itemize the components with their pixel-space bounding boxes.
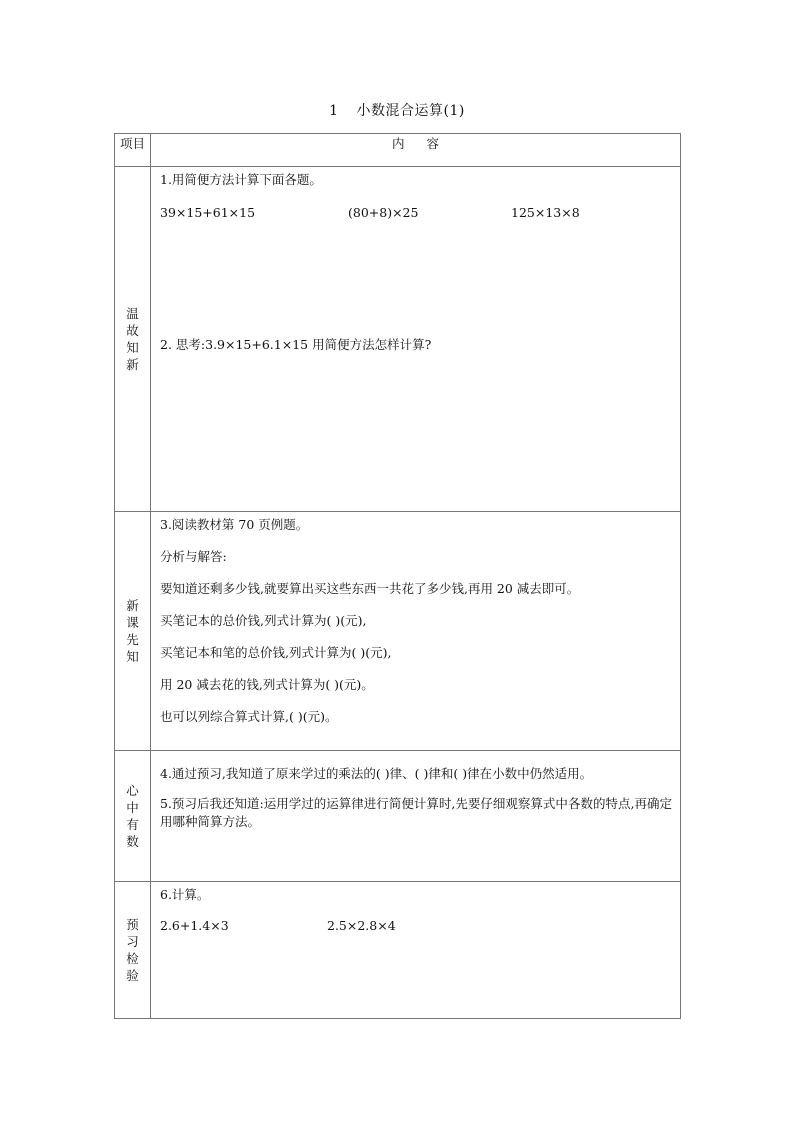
header-row bbox=[115, 134, 681, 167]
section-label-check bbox=[115, 882, 151, 1019]
label-char: 温 bbox=[126, 306, 139, 321]
section-new-lesson bbox=[115, 512, 681, 751]
label-char: 知 bbox=[126, 649, 139, 664]
fill-line: 用 20 减去花的钱,列式计算为( )(元)。 bbox=[160, 677, 374, 692]
fill-line: 买笔记本的总价钱,列式计算为( )(元), bbox=[160, 613, 367, 628]
label-char: 验 bbox=[126, 968, 139, 983]
question-2: 2. 思考:3.9×15+6.1×15 用简便方法怎样计算? bbox=[160, 337, 432, 352]
worksheet-table bbox=[114, 133, 681, 1019]
question-6: 6.计算。 bbox=[160, 887, 210, 902]
fill-line: 也可以列综合算式计算,( )(元)。 bbox=[160, 709, 338, 724]
label-char: 检 bbox=[126, 951, 139, 966]
section-check bbox=[115, 882, 681, 1019]
label-char: 课 bbox=[126, 615, 139, 630]
label-char: 中 bbox=[126, 800, 139, 815]
header-item: 项目 bbox=[115, 134, 151, 167]
section-label-know bbox=[115, 751, 151, 882]
expression-row bbox=[160, 205, 680, 220]
analysis-line: 要知道还剩多少钱,就要算出买这些东西一共花了多少钱,再用 20 减去即可。 bbox=[160, 581, 580, 596]
expression: 2.5×2.8×4 bbox=[327, 918, 396, 933]
section-content-check bbox=[151, 882, 681, 1019]
section-content-new-lesson bbox=[151, 512, 681, 751]
section-label-review bbox=[115, 167, 151, 512]
header-content-a: 内 bbox=[391, 136, 405, 151]
label-char: 心 bbox=[126, 783, 139, 798]
question-1: 1.用简便方法计算下面各题。 bbox=[160, 172, 322, 187]
question-3: 3.阅读教材第 70 页例题。 bbox=[160, 517, 309, 532]
label-char: 故 bbox=[126, 323, 139, 338]
section-know bbox=[115, 751, 681, 882]
label-char: 新 bbox=[126, 357, 139, 372]
section-review bbox=[115, 167, 681, 512]
label-char: 预 bbox=[126, 917, 139, 932]
question-5: 5.预习后我还知道:运用学过的运算律进行简便计算时,先要仔细观察算式中各数的特点,再确定用哪种简算方法。 bbox=[160, 796, 672, 829]
label-char: 知 bbox=[126, 340, 139, 355]
expression: (80+8)×25 bbox=[348, 205, 419, 220]
title-number: 1 bbox=[329, 103, 339, 119]
fill-line: 买笔记本和笔的总价钱,列式计算为( )(元), bbox=[160, 645, 392, 660]
label-char: 有 bbox=[126, 817, 139, 832]
header-content-b: 容 bbox=[426, 136, 440, 151]
question-4: 4.通过预习,我知道了原来学过的乘法的( )律、( )律和( )律在小数中仍然适用。 bbox=[160, 766, 593, 781]
expression: 125×13×8 bbox=[511, 205, 580, 220]
section-label-new-lesson bbox=[115, 512, 151, 751]
page-title bbox=[0, 100, 794, 120]
expression: 2.6+1.4×3 bbox=[160, 918, 229, 933]
section-content-know bbox=[151, 751, 681, 882]
label-char: 新 bbox=[126, 598, 139, 613]
section-content-review bbox=[151, 167, 681, 512]
expression-row bbox=[160, 918, 680, 933]
label-char: 先 bbox=[126, 632, 139, 647]
title-text: 小数混合运算(1) bbox=[356, 103, 465, 119]
label-char: 数 bbox=[126, 834, 139, 849]
analysis-line: 分析与解答: bbox=[160, 549, 227, 564]
header-content bbox=[151, 134, 681, 167]
label-char: 习 bbox=[126, 934, 139, 949]
expression: 39×15+61×15 bbox=[160, 205, 256, 220]
